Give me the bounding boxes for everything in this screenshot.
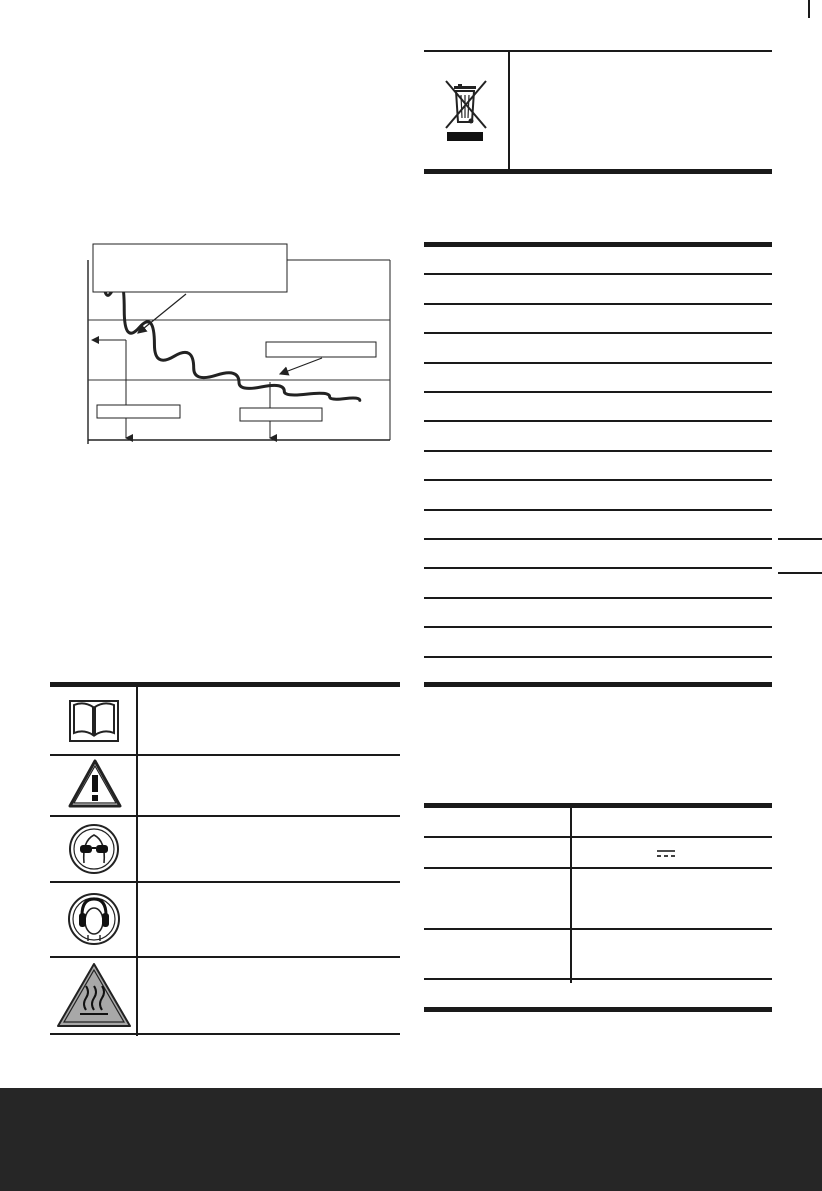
symbols-bottom-rule — [50, 1033, 400, 1035]
dc-current-icon — [656, 849, 676, 859]
spec-row-rule — [424, 332, 772, 334]
read-manual-icon — [68, 695, 120, 745]
chart-svg — [80, 240, 400, 455]
crossed-out-wheelie-bin-icon — [442, 76, 492, 146]
symbols-table — [50, 682, 400, 1042]
spec-row-rule — [424, 362, 772, 364]
tech-top-rule — [424, 803, 772, 808]
chart-callout-pointer-right — [280, 358, 322, 374]
chart-callout-pointer-top — [138, 294, 186, 333]
corner-mark — [808, 0, 810, 18]
spec-row-rule — [424, 509, 772, 511]
symbols-row-rule — [50, 815, 400, 817]
wear-ear-protection-icon — [68, 891, 120, 947]
spec-row-rule — [424, 391, 772, 393]
tech-table — [424, 803, 772, 1015]
spec-top-rule — [424, 242, 772, 247]
weee-top-rule — [424, 50, 772, 52]
spec-row-rule — [424, 273, 772, 275]
spec-row-rule — [424, 538, 772, 540]
tech-row-rule — [424, 928, 772, 930]
warning-exclamation-icon — [67, 758, 123, 810]
weee-divider — [508, 50, 510, 170]
spec-row-rule — [424, 479, 772, 481]
wear-eye-protection-icon — [68, 823, 120, 875]
spec-row-rule — [424, 567, 772, 569]
symbols-row-rule — [50, 754, 400, 756]
tech-row-rule — [424, 978, 772, 980]
side-tab-mark — [778, 538, 822, 540]
spec-row-rule — [424, 303, 772, 305]
chart-callout-right — [266, 342, 376, 357]
hot-surface-warning-icon — [56, 962, 132, 1030]
symbols-row-rule — [50, 956, 400, 958]
weee-bottom-rule — [424, 169, 772, 174]
tech-bottom-rule — [424, 1007, 772, 1012]
symbols-top-rule — [50, 682, 400, 687]
spec-row-rule — [424, 656, 772, 658]
spec-table — [424, 240, 772, 690]
tech-row-rule — [424, 867, 772, 869]
spec-row-rule — [424, 420, 772, 422]
spec-row-rule — [424, 597, 772, 599]
spec-row-rule — [424, 626, 772, 628]
weee-disposal-box — [424, 48, 772, 176]
tech-divider — [570, 807, 572, 983]
chart-callout-top-left — [93, 244, 287, 292]
chart-label-bottom-right — [240, 408, 322, 421]
symbols-row-rule — [50, 881, 400, 883]
chart — [80, 240, 400, 455]
side-tab-mark — [778, 572, 822, 574]
spec-row-rule — [424, 450, 772, 452]
tech-row-rule — [424, 836, 772, 838]
symbols-divider — [136, 686, 138, 1036]
spec-bottom-rule — [424, 682, 772, 687]
chart-label-bottom-left — [97, 405, 180, 418]
footer-band — [0, 1088, 822, 1191]
